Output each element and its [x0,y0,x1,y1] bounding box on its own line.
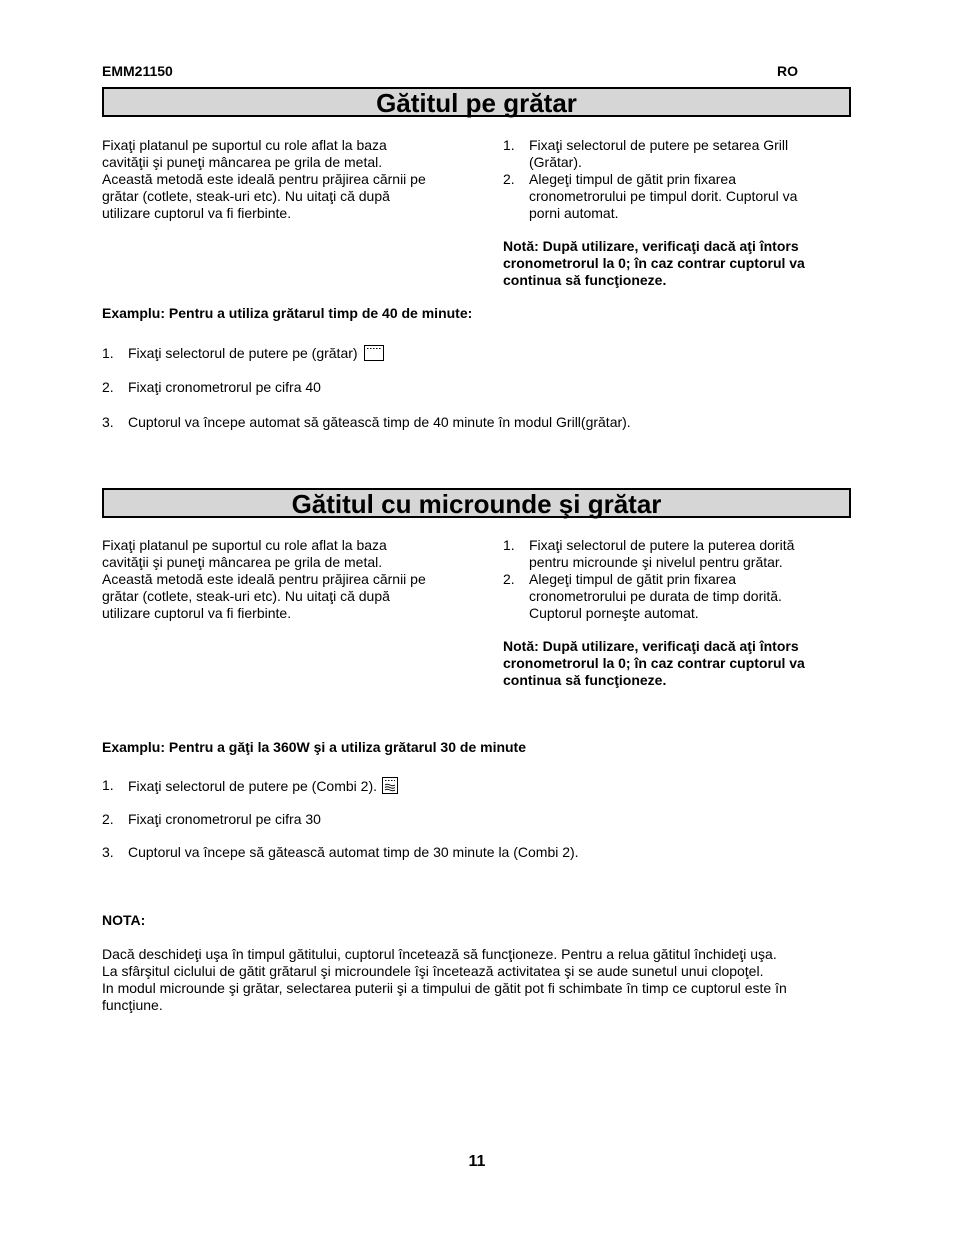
section1-intro [102,137,482,222]
nota-text: Dacă deschideţi uşa în timpul gătitului, cuptorul încetează să funcţioneze. Pentru a relua gătitul închideţi uşa. La sfârşitul ciclului de gătit grătarul şi microundele îşi încetează activitatea şi se aude sunetul unui clopoţel. In modul microunde şi grătar, selectarea puterii şi a timpului de gătit pot fi schimbate în timp ce cuptorul este în funcţiune. [102,946,787,1013]
grill-icon [364,345,384,365]
nota-body [102,946,842,1014]
step-text: Cuptorul va începe automat să gătească timp de 40 minute în modul Grill(grătar). [128,414,631,430]
step-text: Fixaţi selectorul de putere pe setarea Grill (Grătar). [529,137,789,170]
combi-icon [382,777,398,798]
section2-steps [503,537,843,622]
list-item [102,777,802,794]
page-number: 11 [468,1153,486,1170]
step-number: 1. [503,537,515,553]
list-item [102,844,842,861]
section1-intro-text: Fixaţi platanul pe suportul cu role aflat la baza cavităţii şi puneţi mâncarea pe grila de metal. Această metodă este ideală pentru prăjirea cărnii pe grătar (cotlete, steak-uri etc). Nu uitaţi că după utilizare cuptorul va fi fierbinte. [102,137,426,221]
step-number: 3. [102,414,114,430]
step-number: 1. [102,777,114,793]
section1-note-text: Notă: După utilizare, verificaţi dacă aţi întors cronometrorul la 0; în caz contrar cuptorul va continua să funcţioneze. [503,238,805,288]
step-number: 2. [102,379,114,395]
nota-title: NOTA: [102,912,146,928]
step-number: 1. [503,137,515,153]
section-title-grill: Gătitul pe grătar [102,87,851,117]
section2-note [503,638,843,689]
step-text: Alegeţi timpul de gătit prin fixarea cronometrorului pe durata de timp dorită. Cuptorul porneşte automat. [529,571,782,621]
step-text: Fixaţi selectorul de putere la puterea dorită pentru microunde şi nivelul pentru grătar. [529,537,795,570]
step-text: Fixaţi cronometrorul pe cifra 30 [128,811,321,827]
section2-example-title: Examplu: Pentru a găţi la 360W şi a utiliza grătarul 30 de minute [102,739,527,755]
step-number: 3. [102,844,114,860]
section2-intro [102,537,482,622]
step-text: Alegeţi timpul de gătit prin fixarea cronometrorului pe timpul dorit. Cuptorul va porni automat. [529,171,798,221]
step-text: Cuptorul va începe să gătească automat timp de 30 minute la (Combi 2). [128,844,579,860]
list-item [102,811,802,828]
list-item [503,137,843,171]
step-number: 1. [102,345,114,361]
step-number: 2. [102,811,114,827]
section-title-micro-grill: Gătitul cu microunde şi grătar [102,488,851,518]
step-text: Fixaţi selectorul de putere pe (Combi 2). [128,778,377,794]
list-item [102,379,802,396]
step-text: Fixaţi cronometrorul pe cifra 40 [128,379,321,395]
language-code: RO [777,63,798,79]
model-number: EMM21150 [102,63,173,79]
list-item [102,345,802,362]
step-text: Fixaţi selectorul de putere pe (grătar) [128,345,358,361]
step-number: 2. [503,571,515,587]
list-item [503,571,843,622]
section1-note [503,238,843,289]
step-number: 2. [503,171,515,187]
section2-note-text: Notă: După utilizare, verificaţi dacă aţi întors cronometrorul la 0; în caz contrar cuptorul va continua să funcţioneze. [503,638,805,688]
section2-intro-text: Fixaţi platanul pe suportul cu role aflat la baza cavităţii şi puneţi mâncarea pe grila de metal. Această metodă este ideală pentru prăjirea cărnii pe grătar (cotlete, steak-uri etc). Nu uitaţi că după utilizare cuptorul va fi fierbinte. [102,537,426,621]
list-item [102,414,842,431]
section1-example-title: Examplu: Pentru a utiliza grătarul timp de 40 de minute: [102,305,473,321]
list-item [503,171,843,222]
section1-steps [503,137,843,222]
list-item [503,537,843,571]
